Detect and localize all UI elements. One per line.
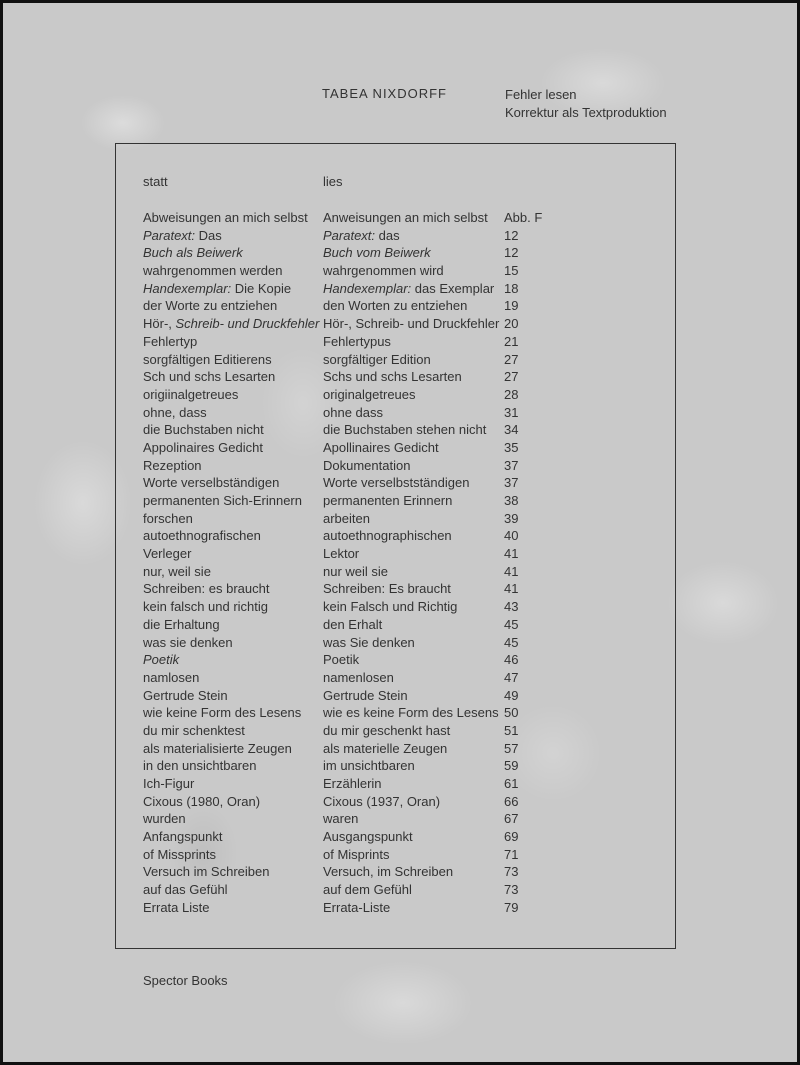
correct-text: [323, 474, 469, 492]
correct-text: [323, 333, 391, 351]
correct-text-roman: arbeiten: [323, 510, 370, 526]
correct-text-roman: Fehlertypus: [323, 333, 391, 349]
page-ref: 61: [504, 776, 519, 791]
correct-text-roman: Schs und schs Lesarten: [323, 369, 462, 385]
correct-text-roman: of Misprints: [323, 846, 390, 862]
wrong-text: [143, 368, 275, 386]
correct-text-italic: Buch vom Beiwerk: [323, 245, 431, 261]
book-title: Fehler lesen: [505, 87, 577, 102]
page-ref: 20: [504, 316, 519, 332]
wrong-text: [143, 333, 197, 351]
page-ref: 34: [504, 422, 519, 438]
correct-text: [323, 616, 382, 634]
wrong-text: [143, 563, 211, 581]
wrong-text: [143, 351, 272, 369]
wrong-text-roman: die Erhaltung: [143, 616, 220, 632]
page-ref: 40: [504, 528, 519, 544]
correct-text: [323, 563, 388, 581]
page-ref: 12: [504, 227, 519, 243]
page-ref: 67: [504, 811, 519, 827]
correct-text: [323, 209, 488, 227]
correct-text-roman: Dokumentation: [323, 457, 411, 473]
page-ref: 41: [504, 563, 519, 579]
page-ref: 43: [504, 599, 519, 615]
correct-text: [323, 810, 358, 828]
wrong-text-roman: du mir schenktest: [143, 722, 245, 738]
wrong-text: [143, 598, 268, 616]
wrong-text: [143, 209, 308, 227]
correct-text-roman: Versuch, im Schreiben: [323, 864, 454, 880]
wrong-text-roman: Die Kopie: [231, 280, 292, 296]
wrong-text-roman: kein falsch und richtig: [143, 599, 269, 615]
correct-text-roman: auf dem Gefühl: [323, 882, 412, 898]
correct-text: [323, 315, 499, 333]
correct-text: [323, 457, 410, 475]
page-ref: 41: [504, 546, 519, 562]
wrong-text: [143, 492, 302, 510]
header-statt: statt: [143, 174, 168, 189]
correct-text-roman: das Exemplar: [411, 280, 495, 296]
correct-text: [323, 846, 389, 864]
correct-text-roman: den Erhalt: [323, 616, 383, 632]
wrong-text: [143, 280, 291, 298]
wrong-text: [143, 315, 319, 333]
wrong-text-roman: die Buchstaben nicht: [143, 422, 264, 438]
page-ref: 37: [504, 457, 519, 473]
page-ref: 51: [504, 722, 519, 738]
correct-text: [323, 580, 451, 598]
correct-text-roman: kein Falsch und Richtig: [323, 599, 458, 615]
correct-text-roman: nur weil sie: [323, 563, 389, 579]
wrong-text-roman: Verleger: [143, 546, 192, 562]
correct-text: [323, 545, 359, 563]
wrong-text-roman: der Worte zu entziehen: [143, 298, 278, 314]
page-ref: 31: [504, 404, 519, 420]
correct-text-roman: Hör-, Schreib- und Druckfehler: [323, 316, 500, 332]
wrong-text: [143, 810, 186, 828]
page-ref: 66: [504, 793, 519, 809]
correct-text: [323, 881, 412, 899]
correct-text: [323, 351, 431, 369]
wrong-text: [143, 881, 228, 899]
publisher-name: Spector Books: [143, 973, 228, 988]
wrong-text-roman: Versuch im Schreiben: [143, 864, 270, 880]
correct-text-roman: die Buchstaben stehen nicht: [323, 422, 487, 438]
page-ref: 35: [504, 439, 519, 455]
page-ref: 27: [504, 351, 519, 367]
correct-text: [323, 297, 467, 315]
page-ref: 73: [504, 864, 519, 880]
wrong-text-roman: Rezeption: [143, 457, 202, 473]
wrong-text-italic: Handexemplar:: [143, 280, 232, 296]
correct-text: [323, 244, 431, 262]
wrong-text: [143, 386, 238, 404]
page-ref: 19: [504, 298, 519, 314]
correct-text: [323, 634, 415, 652]
wrong-text: [143, 669, 199, 687]
page-ref: Abb. F: [504, 210, 543, 225]
wrong-text: [143, 704, 301, 722]
title-block: [505, 86, 667, 122]
correct-text-roman: Worte verselbstständigen: [323, 475, 470, 491]
correct-text: [323, 386, 416, 404]
wrong-text: [143, 616, 220, 634]
correct-text-roman: waren: [323, 811, 359, 827]
correct-text-roman: wahrgenommen wird: [323, 263, 444, 279]
correct-text-roman: den Worten zu entziehen: [323, 298, 468, 314]
correct-text-roman: autoethnographischen: [323, 528, 452, 544]
page-ref: 12: [504, 245, 519, 261]
page-ref: 46: [504, 652, 519, 668]
correct-text: [323, 793, 440, 811]
wrong-text: [143, 227, 222, 245]
correct-text-roman: wie es keine Form des Lesens: [323, 705, 499, 721]
correct-text-roman: das: [375, 227, 400, 243]
wrong-text: [143, 297, 277, 315]
page-ref: 79: [504, 899, 519, 915]
wrong-text: [143, 404, 207, 422]
wrong-text-roman: Abweisungen an mich selbst: [143, 210, 308, 225]
wrong-text: [143, 722, 245, 740]
page-ref: 50: [504, 705, 519, 721]
correct-text: [323, 527, 452, 545]
wrong-text: [143, 262, 282, 280]
wrong-text: [143, 651, 179, 669]
wrong-text-roman: wie keine Form des Lesens: [143, 705, 302, 721]
wrong-text-roman: forschen: [143, 510, 193, 526]
header-lies: lies: [323, 174, 343, 189]
correct-text-roman: Gertrude Stein: [323, 687, 408, 703]
correct-text-roman: Cixous (1937, Oran): [323, 793, 441, 809]
correct-text-roman: Lektor: [323, 546, 360, 562]
correct-text-roman: Anweisungen an mich selbst: [323, 210, 488, 225]
correct-text: [323, 899, 390, 917]
wrong-text: [143, 775, 194, 793]
author-name: TABEA NIXDORFF: [322, 86, 447, 101]
wrong-text: [143, 757, 256, 775]
correct-text-roman: originalgetreues: [323, 386, 416, 402]
page-ref: 28: [504, 386, 519, 402]
correct-text: [323, 704, 499, 722]
wrong-text-roman: autoethnografischen: [143, 528, 261, 544]
correct-text: [323, 510, 370, 528]
correct-text-roman: Ausgangspunkt: [323, 829, 413, 845]
page-ref: 38: [504, 493, 519, 508]
wrong-text-roman: Fehlertyp: [143, 333, 198, 349]
correct-text: [323, 421, 486, 439]
page-ref: 15: [504, 263, 519, 279]
wrong-text-roman: auf das Gefühl: [143, 882, 228, 898]
wrong-text-roman: Anfangspunkt: [143, 829, 223, 845]
correct-text: [323, 828, 413, 846]
page-ref: 37: [504, 475, 519, 491]
correct-text: [323, 757, 415, 775]
wrong-text-roman: of Missprints: [143, 846, 216, 862]
correct-text-roman: ohne dass: [323, 404, 383, 420]
book-subtitle: Korrektur als Textproduktion: [505, 105, 667, 120]
wrong-text-roman: Sch und schs Lesarten: [143, 369, 276, 385]
page-ref: 27: [504, 369, 519, 385]
wrong-text: [143, 634, 233, 652]
wrong-text-roman: Cixous (1980, Oran): [143, 793, 261, 809]
wrong-text: [143, 439, 263, 457]
wrong-text: [143, 863, 269, 881]
wrong-text-roman: ohne, dass: [143, 404, 207, 420]
correct-text-roman: Schreiben: Es braucht: [323, 581, 451, 597]
wrong-text-roman: was sie denken: [143, 634, 233, 650]
correct-text-italic: Paratext:: [323, 227, 376, 243]
wrong-text: [143, 846, 216, 864]
wrong-text-roman: origiinalgetreues: [143, 386, 239, 402]
correct-text-roman: als materielle Zeugen: [323, 740, 448, 756]
correct-text: [323, 722, 450, 740]
wrong-text-roman: Appolinaires Gedicht: [143, 439, 263, 455]
page-ref: 69: [504, 829, 519, 845]
correct-text: [323, 227, 400, 245]
wrong-text: [143, 899, 209, 917]
wrong-text-roman: permanenten Sich-Erinnern: [143, 493, 302, 508]
wrong-text-italic: Buch als Beiwerk: [143, 245, 243, 261]
correct-text-italic: Handexemplar:: [323, 280, 412, 296]
wrong-text-roman: in den unsichtbaren: [143, 758, 257, 774]
correct-text-roman: Erzählerin: [323, 776, 382, 791]
correct-text: [323, 262, 444, 280]
correct-text-roman: Errata-Liste: [323, 899, 391, 915]
wrong-text: [143, 740, 292, 758]
correct-text: [323, 669, 394, 687]
wrong-text-roman: sorgfältigen Editierens: [143, 351, 272, 367]
correct-text: [323, 404, 383, 422]
wrong-text: [143, 474, 279, 492]
wrong-text: [143, 687, 228, 705]
correct-text-roman: Poetik: [323, 652, 360, 668]
correct-text: [323, 598, 457, 616]
page-ref: 39: [504, 510, 519, 526]
wrong-text: [143, 527, 261, 545]
wrong-text-roman: Ich-Figur: [143, 776, 195, 791]
wrong-text: [143, 457, 202, 475]
wrong-text-roman: Schreiben: es braucht: [143, 581, 270, 597]
wrong-text-italic: Poetik: [143, 652, 180, 668]
wrong-text-prefix: Hör-,: [143, 316, 176, 332]
wrong-text-roman: namlosen: [143, 669, 200, 685]
wrong-text: [143, 510, 193, 528]
correct-text: [323, 687, 408, 705]
correct-text-roman: was Sie denken: [323, 634, 415, 650]
wrong-text-roman: Errata Liste: [143, 899, 210, 915]
correct-text: [323, 492, 452, 510]
page-ref: 45: [504, 634, 519, 650]
page-ref: 21: [504, 333, 519, 349]
page-ref: 71: [504, 846, 519, 862]
wrong-text-roman: Worte verselbständigen: [143, 475, 280, 491]
page-ref: 41: [504, 581, 519, 597]
correct-text: [323, 368, 462, 386]
wrong-text-italic: Paratext:: [143, 227, 196, 243]
wrong-text: [143, 580, 269, 598]
correct-text-roman: namenlosen: [323, 669, 394, 685]
wrong-text-roman: wahrgenommen werden: [143, 263, 283, 279]
wrong-text-roman: wurden: [143, 811, 186, 827]
page-ref: 45: [504, 616, 519, 632]
wrong-text-roman: nur, weil sie: [143, 563, 211, 579]
page-ref: 59: [504, 758, 519, 774]
correct-text-roman: sorgfältiger Edition: [323, 351, 431, 367]
correct-text-roman: Apollinaires Gedicht: [323, 439, 439, 455]
correct-text: [323, 740, 447, 758]
wrong-text: [143, 421, 264, 439]
correct-text-roman: im unsichtbaren: [323, 758, 415, 774]
page-ref: 47: [504, 669, 519, 685]
wrong-text: [143, 793, 260, 811]
wrong-text-roman: als materialisierte Zeugen: [143, 740, 292, 756]
correct-text: [323, 439, 439, 457]
page-ref: 18: [504, 280, 519, 296]
correct-text: [323, 280, 494, 298]
wrong-text-roman: Gertrude Stein: [143, 687, 228, 703]
page-ref: 57: [504, 740, 519, 756]
wrong-text: [143, 828, 223, 846]
page-ref: 49: [504, 687, 519, 703]
wrong-text-roman: Das: [195, 227, 222, 243]
wrong-text: [143, 244, 243, 262]
correct-text-roman: du mir geschenkt hast: [323, 722, 451, 738]
wrong-text: [143, 545, 191, 563]
correct-text: [323, 863, 453, 881]
correct-text-roman: permanenten Erinnern: [323, 493, 453, 508]
correct-text: [323, 775, 382, 793]
page-ref: 73: [504, 882, 519, 898]
wrong-text-italic: Schreib- und Druckfehler: [175, 316, 320, 332]
correct-text: [323, 651, 359, 669]
